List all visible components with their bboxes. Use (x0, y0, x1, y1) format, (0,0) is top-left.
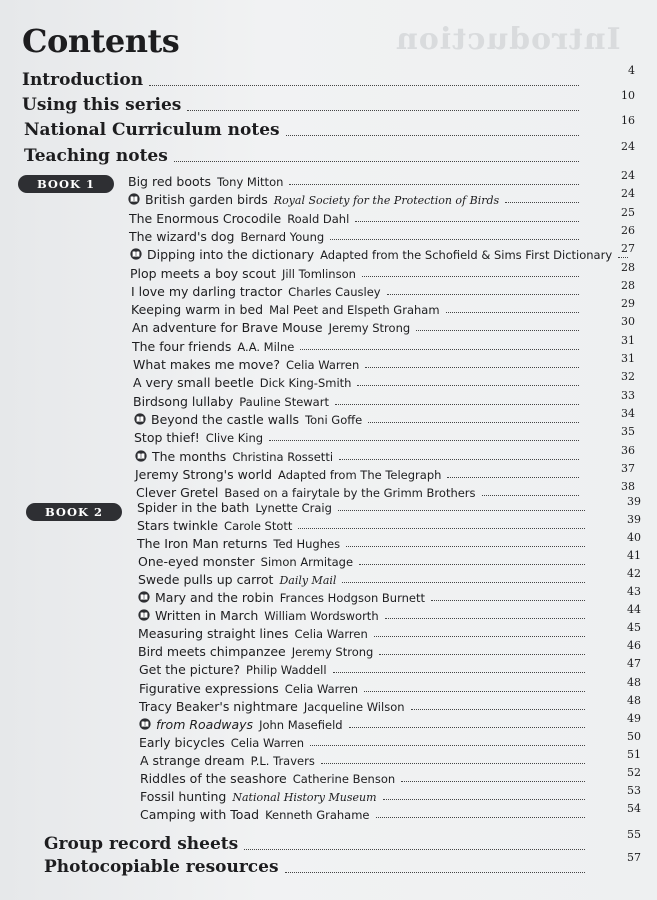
dot-leader (349, 727, 585, 728)
entry-author: William Wordsworth (264, 609, 379, 623)
book-icon (135, 450, 147, 462)
dot-leader (383, 799, 585, 800)
entry-title (139, 681, 279, 696)
entry-author: Philip Waddell (246, 663, 327, 677)
entry-title-text: The four friends (132, 339, 232, 354)
entry-title-text: Swede pulls up carrot (138, 572, 274, 587)
page-number: 52 (627, 766, 641, 779)
toc-entry-row (131, 279, 635, 299)
entry-author: Ted Hughes (273, 537, 341, 551)
entry-title-text: A strange dream (140, 753, 245, 768)
entry-title-text: A very small beetle (133, 375, 254, 390)
entry-title (140, 789, 226, 804)
page-number: 24 (621, 140, 635, 153)
page-number: 38 (621, 480, 635, 493)
dot-leader (321, 763, 585, 764)
entry-author: Jeremy Strong (328, 321, 411, 335)
entry-title (137, 500, 249, 515)
entry-title-text: Teaching notes (24, 146, 168, 166)
dot-leader (330, 239, 579, 240)
entry-title-text: Written in March (155, 608, 259, 623)
entry-title-text: Mary and the robin (155, 590, 274, 605)
entry-author: Roald Dahl (287, 212, 350, 226)
page-number: 39 (627, 495, 641, 508)
entry-author: Jacqueline Wilson (303, 700, 405, 714)
toc-entry-row (140, 784, 641, 804)
page-number: 55 (627, 828, 641, 841)
toc-entry-row (138, 639, 641, 659)
entry-author: Jeremy Strong (291, 645, 374, 659)
entry-title-text: Big red boots (128, 174, 212, 189)
entry-title (129, 211, 281, 226)
dot-leader (338, 510, 585, 511)
page-number: 33 (621, 389, 635, 402)
entry-title-text: The Enormous Crocodile (129, 211, 282, 226)
entry-title (129, 229, 234, 244)
entry-title (140, 753, 245, 768)
dot-leader (374, 636, 585, 637)
entry-title (136, 485, 218, 500)
entry-title-text: Riddles of the seashore (140, 771, 287, 786)
toc-entry-row (130, 261, 635, 281)
toc-entry-row (130, 242, 635, 262)
entry-title (44, 834, 238, 854)
entry-title (137, 518, 218, 533)
dot-leader (285, 872, 585, 873)
entry-title-text: I love my darling tractor (131, 284, 283, 299)
dot-leader (289, 184, 579, 185)
entry-title (135, 467, 272, 482)
dot-leader (174, 161, 579, 162)
page-number: 31 (621, 352, 635, 365)
entry-title (133, 375, 254, 390)
entry-author: Charles Causley (288, 285, 381, 299)
entry-author: Tony Mitton (217, 175, 284, 189)
entry-title-text: British garden birds (145, 192, 268, 207)
entry-author: P.L. Travers (250, 754, 315, 768)
toc-section-row (22, 89, 635, 115)
entry-author: Lynette Craig (255, 501, 332, 515)
entry-title (134, 412, 299, 427)
page-number: 24 (621, 169, 635, 182)
entry-title-text: Beyond the castle walls (151, 412, 300, 427)
entry-author: Kenneth Grahame (265, 808, 370, 822)
toc-entry-row (138, 567, 641, 587)
toc-entry-row (139, 694, 641, 714)
entry-author: Jill Tomlinson (281, 267, 356, 281)
toc-entry-row (139, 676, 641, 696)
entry-title-text: Introduction (22, 70, 144, 90)
toc-entry-row (139, 657, 641, 677)
toc-entry-row (135, 462, 635, 482)
entry-title (139, 662, 240, 677)
page-number: 30 (621, 315, 635, 328)
toc-entry-row (128, 169, 635, 189)
entry-title (139, 735, 225, 750)
page-number: 34 (621, 407, 635, 420)
entry-title-text: Group record sheets (44, 834, 239, 854)
dot-leader (387, 294, 579, 295)
entry-title-text: Photocopiable resources (44, 857, 279, 877)
toc-section-row (22, 64, 635, 90)
dot-leader (269, 440, 579, 441)
page-number: 28 (621, 261, 635, 274)
page-number: 51 (627, 748, 641, 761)
entry-author: Celia Warren (284, 682, 359, 696)
entry-title (24, 146, 168, 166)
book-badge: BOOK 2 (26, 503, 122, 521)
entry-author: Royal Society for the Protection of Birds (273, 194, 500, 207)
entry-title (140, 771, 287, 786)
entry-title (44, 857, 279, 877)
dot-leader (362, 276, 579, 277)
book-icon (128, 193, 140, 205)
entry-title-text: The wizard's dog (129, 229, 235, 244)
entry-author: Toni Goffe (305, 413, 363, 427)
entry-title (140, 807, 259, 822)
entry-title (132, 339, 231, 354)
book-icon (134, 413, 146, 425)
entry-author: National History Museum (232, 791, 377, 804)
toc-entry-row (136, 480, 635, 500)
entry-title (22, 95, 181, 115)
toc-section-row (24, 140, 635, 166)
entry-title-text: National Curriculum notes (24, 120, 280, 140)
entry-title-text: Keeping warm in bed (131, 302, 264, 317)
dot-leader (149, 85, 579, 86)
dot-leader (368, 422, 579, 423)
entry-title (137, 536, 267, 551)
toc-section-row (44, 828, 641, 854)
toc-entry-row (137, 513, 641, 533)
entry-title (138, 626, 289, 641)
entry-title (138, 608, 258, 623)
entry-title (138, 644, 286, 659)
page-number: 16 (621, 114, 635, 127)
dot-leader (447, 477, 579, 478)
entry-author: Adapted from The Telegraph (278, 468, 442, 482)
toc-entry-row (137, 495, 641, 515)
entry-title-text: Bird meets chimpanzee (138, 644, 286, 659)
page-number: 27 (621, 242, 635, 255)
entry-title (24, 120, 280, 140)
dot-leader (342, 582, 585, 583)
toc-entry-row (133, 352, 635, 372)
entry-title-text: Clever Gretel (136, 485, 219, 500)
page-number: 40 (627, 531, 641, 544)
page-number: 53 (627, 784, 641, 797)
entry-title (138, 590, 274, 605)
book-icon (138, 591, 150, 603)
toc-entry-row (140, 802, 641, 822)
toc-entry-row (138, 603, 641, 623)
page-number: 28 (621, 279, 635, 292)
dot-leader (446, 312, 579, 313)
entry-author: John Masefield (259, 718, 343, 732)
dot-leader (364, 691, 585, 692)
toc-entry-row (134, 407, 635, 427)
book-icon (139, 718, 151, 730)
toc-entry-row (128, 187, 635, 207)
entry-title-text: Tracy Beaker's nightmare (139, 699, 298, 714)
entry-title (131, 284, 282, 299)
entry-title (139, 699, 298, 714)
entry-title-text: Plop meets a boy scout (130, 266, 276, 281)
entry-author: Adapted from the Schofield & Sims First Dictionary (320, 248, 613, 262)
toc-entry-row (135, 444, 635, 464)
toc-section-row (24, 114, 635, 140)
entry-title-text: from Roadways (156, 717, 254, 732)
dot-leader (365, 367, 579, 368)
toc-entry-row (140, 748, 641, 768)
entry-title-text: Using this series (22, 95, 182, 115)
entry-author: Mal Peet and Elspeth Graham (269, 303, 440, 317)
page-number: 29 (621, 297, 635, 310)
dot-leader (335, 404, 579, 405)
entry-title (128, 192, 268, 207)
book-icon (138, 609, 150, 621)
entry-title (130, 247, 314, 262)
entry-title-text: Camping with Toad (140, 807, 260, 822)
page-number: 43 (627, 585, 641, 598)
entry-title-text: Get the picture? (139, 662, 241, 677)
page-number: 37 (621, 462, 635, 475)
dot-leader (187, 110, 579, 111)
show-through-heading: Introduction (395, 22, 621, 57)
page-number: 48 (627, 694, 641, 707)
page-number: 45 (627, 621, 641, 634)
entry-title-text: An adventure for Brave Mouse (132, 320, 323, 335)
entry-title-text: The Iron Man returns (137, 536, 268, 551)
entry-title (134, 430, 200, 445)
entry-title (130, 266, 276, 281)
entry-title-text: The months (152, 449, 227, 464)
dot-leader (431, 600, 585, 601)
entry-title (22, 70, 143, 90)
toc-entry-row (139, 712, 641, 732)
page-number: 50 (627, 730, 641, 743)
dot-leader (357, 385, 579, 386)
page-number: 36 (621, 444, 635, 457)
entry-title-text: Early bicycles (139, 735, 225, 750)
entry-author: Clive King (205, 431, 264, 445)
entry-title-text: Dipping into the dictionary (147, 247, 315, 262)
page-number: 24 (621, 187, 635, 200)
page-number: 49 (627, 712, 641, 725)
toc-entry-row (138, 585, 641, 605)
entry-title (132, 320, 323, 335)
dot-leader (310, 745, 585, 746)
dot-leader (359, 564, 585, 565)
toc-entry-row (138, 549, 641, 569)
entry-title (138, 572, 273, 587)
page-title: Contents (22, 22, 180, 60)
dot-leader (411, 709, 585, 710)
entry-title-text: Spider in the bath (137, 500, 250, 515)
entry-author: Celia Warren (294, 627, 368, 641)
dot-leader (376, 817, 585, 818)
page-number: 57 (627, 851, 641, 864)
entry-title-text: Birdsong lullaby (133, 394, 234, 409)
dot-leader (333, 672, 585, 673)
toc-entry-row (133, 389, 635, 409)
dot-leader (298, 528, 585, 529)
entry-title-text: Jeremy Strong's world (135, 467, 273, 482)
entry-title (133, 357, 280, 372)
page-number: 25 (621, 206, 635, 219)
entry-author: Christina Rossetti (232, 450, 334, 464)
page-number: 48 (627, 676, 641, 689)
page-number: 39 (627, 513, 641, 526)
page-number: 35 (621, 425, 635, 438)
entry-title-text: Stars twinkle (137, 518, 219, 533)
entry-author: Simon Armitage (260, 555, 354, 569)
page-number: 46 (627, 639, 641, 652)
entry-title-text: Figurative expressions (139, 681, 279, 696)
toc-entry-row (131, 297, 635, 317)
toc-entry-row (129, 206, 635, 226)
entry-title (139, 717, 253, 732)
toc-entry-row (133, 370, 635, 390)
dot-leader (300, 349, 579, 350)
page-number: 54 (627, 802, 641, 815)
page-number: 44 (627, 603, 641, 616)
entry-author: Pauline Stewart (239, 395, 329, 409)
entry-author: Celia Warren (286, 358, 360, 372)
dot-leader (482, 495, 579, 496)
entry-author: Based on a fairytale by the Grimm Brothers (224, 486, 476, 500)
entry-title (138, 554, 255, 569)
toc-entry-row (139, 730, 641, 750)
toc-entry-row (140, 766, 641, 786)
page-number: 41 (627, 549, 641, 562)
toc-entry-row (134, 425, 635, 445)
entry-title-text: Stop thief! (134, 430, 200, 445)
entry-author: Carole Stott (224, 519, 293, 533)
page-number: 42 (627, 567, 641, 580)
entry-title (131, 302, 263, 317)
entry-author: Celia Warren (230, 736, 305, 750)
dot-leader (346, 546, 585, 547)
toc-entry-row (132, 315, 635, 335)
page-number: 32 (621, 370, 635, 383)
entry-title (135, 449, 226, 464)
dot-leader (355, 221, 579, 222)
entry-title-text: Measuring straight lines (138, 626, 289, 641)
entry-author: Daily Mail (279, 574, 337, 587)
page-number: 10 (621, 89, 635, 102)
book-badge: BOOK 1 (18, 175, 114, 193)
page-number: 4 (628, 64, 635, 77)
dot-leader (416, 330, 579, 331)
entry-title (133, 394, 233, 409)
page-number: 31 (621, 334, 635, 347)
entry-author: Bernard Young (240, 230, 325, 244)
dot-leader (505, 202, 579, 203)
entry-author: Dick King-Smith (259, 376, 352, 390)
page-number: 26 (621, 224, 635, 237)
toc-entry-row (137, 531, 641, 551)
dot-leader (339, 459, 579, 460)
entry-author: A.A. Milne (237, 340, 295, 354)
entry-title-text: One-eyed monster (138, 554, 255, 569)
dot-leader (618, 257, 628, 258)
book-icon (130, 248, 142, 260)
toc-section-row (44, 851, 641, 877)
dot-leader (244, 849, 585, 850)
dot-leader (385, 618, 585, 619)
toc-entry-row (132, 334, 635, 354)
entry-title (128, 174, 211, 189)
toc-entry-row (138, 621, 641, 641)
dot-leader (401, 781, 585, 782)
entry-author: Catherine Benson (292, 772, 396, 786)
dot-leader (379, 654, 585, 655)
entry-title-text: Fossil hunting (140, 789, 227, 804)
entry-author: Frances Hodgson Burnett (279, 591, 426, 605)
toc-entry-row (129, 224, 635, 244)
entry-title-text: What makes me move? (133, 357, 281, 372)
dot-leader (286, 135, 579, 136)
page-number: 47 (627, 657, 641, 670)
